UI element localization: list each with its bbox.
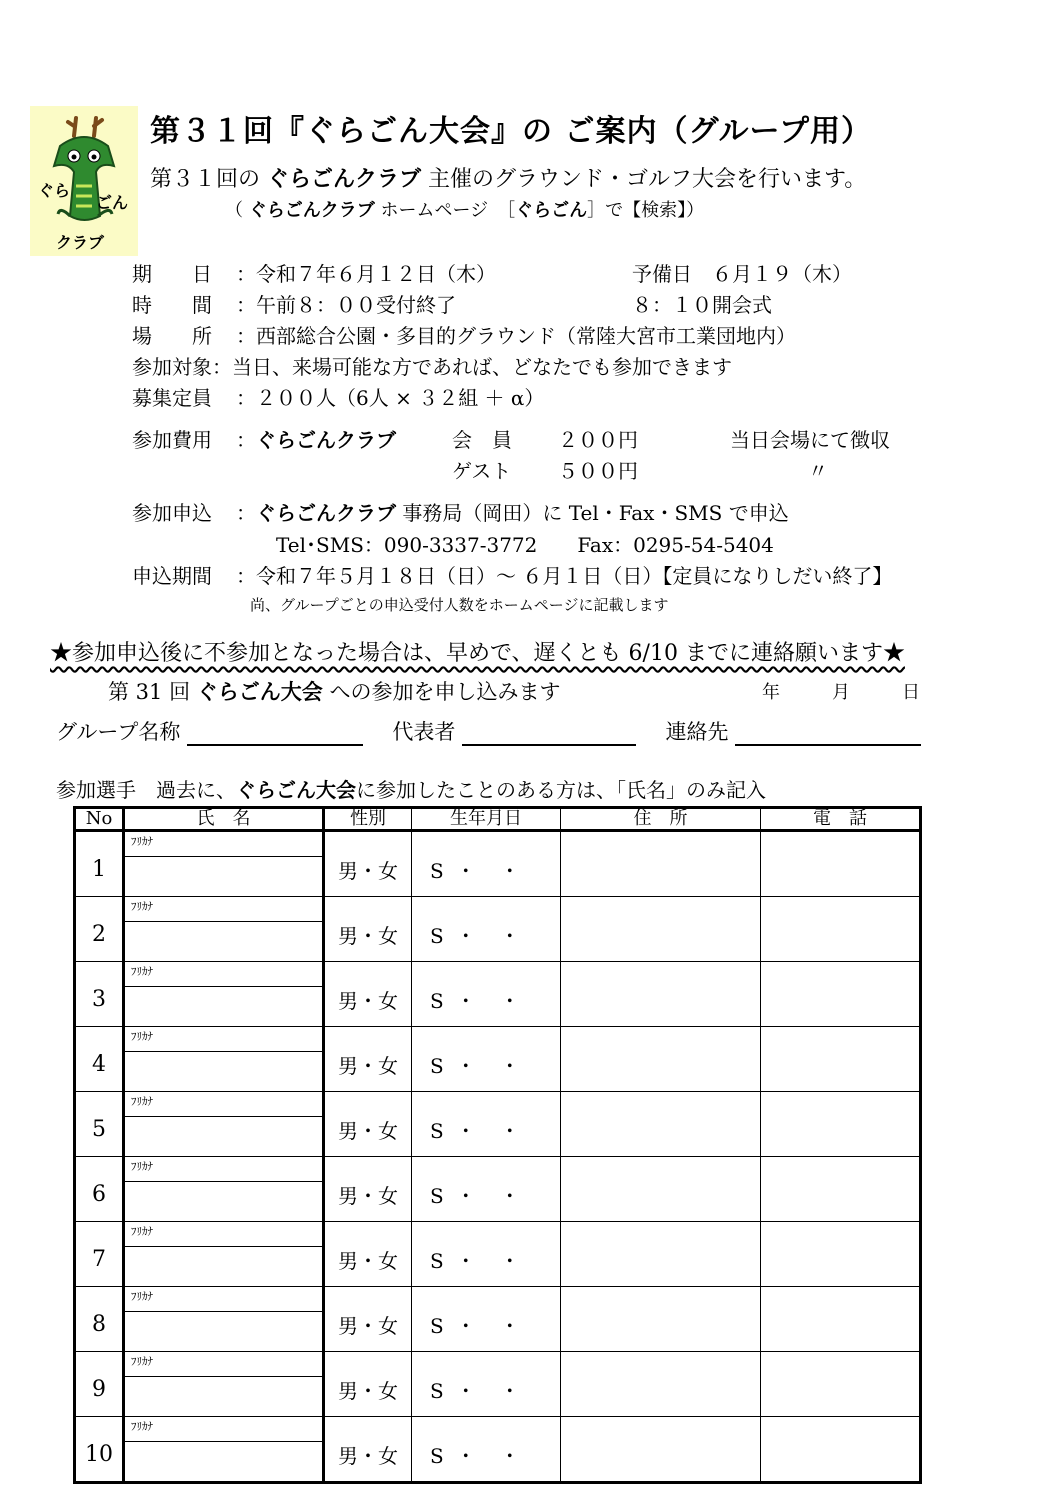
sex-cell[interactable] bbox=[324, 1157, 412, 1222]
players-note-suffix: に参加したことのある方は、「氏名」のみ記入 bbox=[356, 778, 766, 802]
date-label: 期 日 bbox=[132, 262, 212, 286]
table-row bbox=[75, 962, 921, 1027]
birth-dot: ・ bbox=[499, 988, 520, 1013]
apply-value: 事務局（岡田）に Tel・Fax・SMS で申込 bbox=[402, 501, 789, 525]
birth-dot: ・ bbox=[455, 1378, 476, 1403]
year-label: 年 bbox=[762, 682, 780, 703]
header-no: No bbox=[75, 808, 124, 831]
birth-dot: ・ bbox=[499, 858, 520, 883]
sex-cell[interactable] bbox=[324, 831, 412, 897]
birth-era: S bbox=[430, 1378, 444, 1403]
phone-cell[interactable] bbox=[761, 1287, 921, 1352]
phone-cell[interactable] bbox=[761, 1417, 921, 1483]
representative-field[interactable] bbox=[462, 716, 636, 746]
detail-time bbox=[132, 289, 456, 318]
table-row bbox=[75, 1352, 921, 1417]
birth-era: S bbox=[430, 858, 444, 883]
birth-era: S bbox=[430, 1248, 444, 1273]
name-cell[interactable] bbox=[124, 1027, 324, 1092]
phone-cell[interactable] bbox=[761, 1157, 921, 1222]
players-note-event: ぐらごん大会 bbox=[236, 778, 356, 802]
sex-options: 男・女 bbox=[338, 1053, 398, 1078]
birth-dot: ・ bbox=[499, 923, 520, 948]
phone-cell[interactable] bbox=[761, 1092, 921, 1157]
table-row bbox=[75, 1417, 921, 1483]
row-number: 10 bbox=[75, 1417, 124, 1483]
birth-dot: ・ bbox=[455, 1183, 476, 1208]
capacity-label: 募集定員 bbox=[132, 386, 212, 410]
players-note-prefix: 参加選手 過去に、 bbox=[56, 778, 236, 802]
row-number: 1 bbox=[75, 831, 124, 897]
header-phone: 電 話 bbox=[761, 808, 921, 831]
birth-cell[interactable] bbox=[412, 1027, 561, 1092]
address-cell[interactable] bbox=[561, 1222, 761, 1287]
birth-cell[interactable] bbox=[412, 1222, 561, 1287]
opening-time: ８：１０開会式 bbox=[632, 293, 772, 317]
birth-era: S bbox=[430, 923, 444, 948]
detail-apply bbox=[132, 497, 789, 526]
name-cell[interactable] bbox=[124, 1352, 324, 1417]
furigana-label: ﾌﾘｶﾅ bbox=[131, 1420, 153, 1433]
header-sex: 性別 bbox=[324, 808, 412, 831]
sex-options: 男・女 bbox=[338, 1183, 398, 1208]
birth-era: S bbox=[430, 1443, 444, 1468]
address-cell[interactable] bbox=[561, 1417, 761, 1483]
address-cell[interactable] bbox=[561, 1287, 761, 1352]
phone-cell[interactable] bbox=[761, 962, 921, 1027]
detail-reserve bbox=[632, 258, 852, 287]
application-suffix: への参加を申し込みます bbox=[329, 680, 561, 704]
row-number: 9 bbox=[75, 1352, 124, 1417]
furigana-divider bbox=[125, 1376, 322, 1377]
birth-dot: ・ bbox=[455, 923, 476, 948]
detail-target bbox=[132, 351, 732, 380]
row-number: 7 bbox=[75, 1222, 124, 1287]
birth-cell[interactable] bbox=[412, 1287, 561, 1352]
players-note bbox=[56, 774, 766, 803]
table-row bbox=[75, 1157, 921, 1222]
time-value: ：午前８：００受付終了 bbox=[236, 293, 456, 317]
intro-club-name: ぐらごんクラブ bbox=[267, 167, 422, 192]
birth-cell[interactable] bbox=[412, 1157, 561, 1222]
intro2-homepage: ホームページ ［ bbox=[380, 200, 516, 221]
fee-collect-note: 当日会場にて徴収 bbox=[730, 428, 890, 452]
row-number: 5 bbox=[75, 1092, 124, 1157]
table-header-row bbox=[75, 808, 921, 831]
sex-cell[interactable] bbox=[324, 897, 412, 962]
intro-line-1 bbox=[150, 162, 866, 193]
name-cell[interactable] bbox=[124, 1092, 324, 1157]
date-value: ：令和７年６月１２日（木） bbox=[236, 262, 496, 286]
contact-field[interactable] bbox=[735, 716, 921, 746]
birth-dot: ・ bbox=[455, 1118, 476, 1143]
furigana-label: ﾌﾘｶﾅ bbox=[131, 1095, 153, 1108]
birth-dot: ・ bbox=[499, 1248, 520, 1273]
address-cell[interactable] bbox=[561, 1092, 761, 1157]
birth-cell[interactable] bbox=[412, 831, 561, 897]
phone-cell[interactable] bbox=[761, 831, 921, 897]
sex-options: 男・女 bbox=[338, 1118, 398, 1143]
application-prefix: 第 31 回 bbox=[108, 680, 191, 704]
birth-dot: ・ bbox=[499, 1053, 520, 1078]
furigana-label: ﾌﾘｶﾅ bbox=[131, 900, 153, 913]
application-event: ぐらごん大会 bbox=[196, 680, 323, 704]
furigana-divider bbox=[125, 856, 322, 857]
detail-period bbox=[132, 560, 892, 589]
table-row bbox=[75, 1092, 921, 1157]
address-cell[interactable] bbox=[561, 1157, 761, 1222]
apply-contacts: Tel･SMS：090-3337-3772 Fax：0295-54-5404 bbox=[276, 533, 774, 557]
header-address: 住 所 bbox=[561, 808, 761, 831]
logo-text-gura: ぐら bbox=[38, 181, 71, 200]
furigana-label: ﾌﾘｶﾅ bbox=[131, 1030, 153, 1043]
fee-member-value: ２００円 bbox=[558, 428, 638, 452]
birth-dot: ・ bbox=[455, 1248, 476, 1273]
group-info-row bbox=[56, 716, 921, 746]
intro-suffix: 主催のグラウンド・ゴルフ大会を行います。 bbox=[428, 167, 867, 192]
table-row bbox=[75, 1222, 921, 1287]
logo-text-gon: ごん bbox=[96, 193, 129, 212]
name-cell[interactable] bbox=[124, 1417, 324, 1483]
fee-guest-label: ゲスト bbox=[452, 459, 512, 483]
header-birth: 生年月日 bbox=[412, 808, 561, 831]
sex-cell[interactable] bbox=[324, 1287, 412, 1352]
detail-capacity bbox=[132, 382, 544, 411]
sex-cell[interactable] bbox=[324, 1352, 412, 1417]
address-cell[interactable] bbox=[561, 897, 761, 962]
phone-cell[interactable] bbox=[761, 897, 921, 962]
detail-place bbox=[132, 320, 796, 349]
phone-cell[interactable] bbox=[761, 1222, 921, 1287]
row-number: 4 bbox=[75, 1027, 124, 1092]
furigana-divider bbox=[125, 1311, 322, 1312]
furigana-label: ﾌﾘｶﾅ bbox=[131, 1225, 153, 1238]
furigana-label: ﾌﾘｶﾅ bbox=[131, 965, 153, 978]
intro-prefix: 第３１回の bbox=[150, 167, 261, 192]
time-label: 時 間 bbox=[132, 293, 212, 317]
fee-guest-value: ５００円 bbox=[558, 459, 638, 483]
birth-era: S bbox=[430, 1053, 444, 1078]
application-statement bbox=[108, 676, 560, 706]
birth-cell[interactable] bbox=[412, 1417, 561, 1483]
birth-era: S bbox=[430, 1313, 444, 1338]
birth-dot: ・ bbox=[455, 1443, 476, 1468]
logo-text-club: クラブ bbox=[56, 233, 105, 252]
contact-label: 連絡先 bbox=[665, 720, 729, 744]
name-cell[interactable] bbox=[124, 897, 324, 962]
furigana-divider bbox=[125, 1181, 322, 1182]
player-roster-table bbox=[73, 806, 922, 1484]
furigana-divider bbox=[125, 1051, 322, 1052]
period-value: ：令和７年５月１８日（日）～ ６月１日（日）【定員になりしだい終了】 bbox=[236, 564, 893, 588]
application-date bbox=[762, 678, 972, 704]
name-cell[interactable] bbox=[124, 962, 324, 1027]
birth-dot: ・ bbox=[499, 1378, 520, 1403]
birth-dot: ・ bbox=[499, 1313, 520, 1338]
birth-era: S bbox=[430, 1118, 444, 1143]
address-cell[interactable] bbox=[561, 1027, 761, 1092]
sex-cell[interactable] bbox=[324, 1417, 412, 1483]
representative-label: 代表者 bbox=[392, 720, 456, 744]
period-note: 尚、グループごとの申込受付人数をホームページに記載します bbox=[250, 596, 669, 614]
place-label: 場 所 bbox=[132, 324, 212, 348]
apply-colon: ： bbox=[236, 501, 256, 525]
address-cell[interactable] bbox=[561, 962, 761, 1027]
birth-era: S bbox=[430, 1183, 444, 1208]
apply-club-name: ぐらごんクラブ bbox=[256, 501, 396, 525]
sex-options: 男・女 bbox=[338, 858, 398, 883]
capacity-value: ：２００人（6人 × ３２組 ＋ α） bbox=[236, 386, 545, 410]
name-cell[interactable] bbox=[124, 1157, 324, 1222]
birth-cell[interactable] bbox=[412, 897, 561, 962]
intro2-club-name: ぐらごんクラブ bbox=[248, 200, 375, 221]
name-cell[interactable] bbox=[124, 1222, 324, 1287]
fee-colon: ： bbox=[236, 428, 256, 452]
fee-member-label: 会 員 bbox=[452, 428, 512, 452]
group-name-label: グループ名称 bbox=[56, 720, 181, 744]
furigana-divider bbox=[125, 986, 322, 987]
row-number: 3 bbox=[75, 962, 124, 1027]
furigana-label: ﾌﾘｶﾅ bbox=[131, 1160, 153, 1173]
address-cell[interactable] bbox=[561, 831, 761, 897]
header-name: 氏 名 bbox=[124, 808, 324, 831]
name-cell[interactable] bbox=[124, 831, 324, 897]
furigana-divider bbox=[125, 1116, 322, 1117]
birth-cell[interactable] bbox=[412, 1352, 561, 1417]
table-row bbox=[75, 831, 921, 897]
sex-cell[interactable] bbox=[324, 1092, 412, 1157]
furigana-label: ﾌﾘｶﾅ bbox=[131, 1290, 153, 1303]
fee-club-name: ぐらごんクラブ bbox=[256, 428, 396, 452]
intro2-search: ］で【検索】） bbox=[587, 200, 705, 221]
name-cell[interactable] bbox=[124, 1287, 324, 1352]
sex-cell[interactable] bbox=[324, 1222, 412, 1287]
sex-options: 男・女 bbox=[338, 1378, 398, 1403]
birth-era: S bbox=[430, 988, 444, 1013]
intro2-keyword: ぐらごん bbox=[515, 200, 588, 221]
target-label: 参加対象 bbox=[132, 355, 212, 379]
furigana-label: ﾌﾘｶﾅ bbox=[131, 835, 153, 848]
birth-dot: ・ bbox=[455, 1053, 476, 1078]
phone-cell[interactable] bbox=[761, 1027, 921, 1092]
sex-options: 男・女 bbox=[338, 1313, 398, 1338]
birth-dot: ・ bbox=[499, 1118, 520, 1143]
birth-dot: ・ bbox=[455, 858, 476, 883]
period-label: 申込期間 bbox=[132, 564, 212, 588]
sex-cell[interactable] bbox=[324, 1027, 412, 1092]
sex-cell[interactable] bbox=[324, 962, 412, 1027]
intro2-open: （ bbox=[225, 200, 243, 221]
birth-dot: ・ bbox=[455, 1313, 476, 1338]
birth-cell[interactable] bbox=[412, 1092, 561, 1157]
furigana-divider bbox=[125, 1441, 322, 1442]
birth-cell[interactable] bbox=[412, 962, 561, 1027]
apply-label: 参加申込 bbox=[132, 501, 212, 525]
furigana-divider bbox=[125, 1246, 322, 1247]
row-number: 2 bbox=[75, 897, 124, 962]
page-title: 第３１回『ぐらごん大会』の ご案内（グループ用） bbox=[150, 114, 873, 149]
place-value: ：西部総合公園・多目的グラウンド（常陸大宮市工業団地内） bbox=[236, 324, 796, 348]
address-cell[interactable] bbox=[561, 1352, 761, 1417]
birth-dot: ・ bbox=[499, 1443, 520, 1468]
row-number: 8 bbox=[75, 1287, 124, 1352]
month-label: 月 bbox=[832, 682, 850, 703]
detail-fee bbox=[132, 424, 396, 453]
reserve-label: 予備日 bbox=[632, 262, 692, 286]
table-row bbox=[75, 897, 921, 962]
group-name-field[interactable] bbox=[187, 716, 363, 746]
birth-dot: ・ bbox=[455, 988, 476, 1013]
furigana-divider bbox=[125, 921, 322, 922]
detail-date bbox=[132, 258, 496, 287]
club-logo bbox=[30, 106, 138, 256]
day-label: 日 bbox=[902, 682, 920, 703]
table-row bbox=[75, 1027, 921, 1092]
intro-line-2 bbox=[225, 196, 704, 222]
sex-options: 男・女 bbox=[338, 988, 398, 1013]
reserve-value: ６月１９（木） bbox=[712, 262, 852, 286]
phone-cell[interactable] bbox=[761, 1352, 921, 1417]
row-number: 6 bbox=[75, 1157, 124, 1222]
fee-ditto-mark: 〃 bbox=[808, 459, 828, 483]
furigana-label: ﾌﾘｶﾅ bbox=[131, 1355, 153, 1368]
table-row bbox=[75, 1287, 921, 1352]
target-value: ：当日、来場可能な方であれば、どなたでも参加できます bbox=[212, 355, 732, 379]
sex-options: 男・女 bbox=[338, 923, 398, 948]
cancellation-notice: ★参加申込後に不参加となった場合は、早めで、遅くとも 6/10 までに連絡願います★ bbox=[50, 641, 905, 666]
sex-options: 男・女 bbox=[338, 1248, 398, 1273]
sex-options: 男・女 bbox=[338, 1443, 398, 1468]
fee-label: 参加費用 bbox=[132, 428, 212, 452]
birth-dot: ・ bbox=[499, 1183, 520, 1208]
